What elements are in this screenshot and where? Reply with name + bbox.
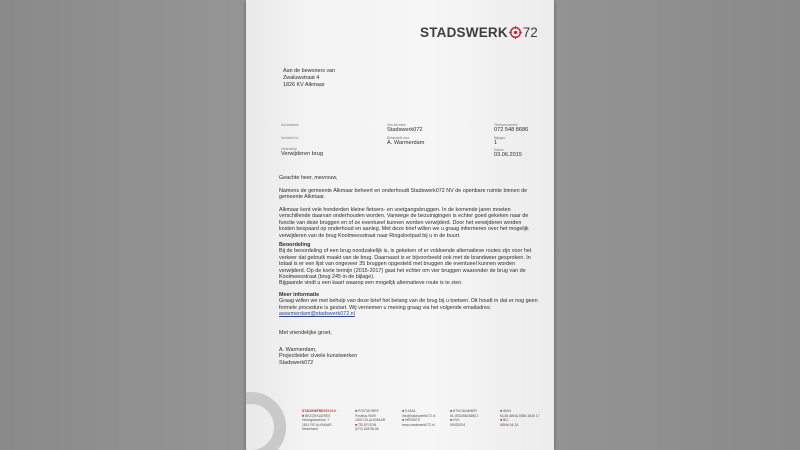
footer-registration: ■ BTW-NUMMER NL 853288158B01 ■ KVK 59025254 <box>450 409 479 427</box>
footer-line: Nederland <box>302 427 318 432</box>
footer-line: 1811 PE ALKMAAR <box>302 422 332 427</box>
uw-brief-label: Uw brief d.d. <box>281 136 299 140</box>
section-beoordeling <box>279 242 531 287</box>
ons-kenmerk-label: Ons kenmerk <box>387 123 406 127</box>
text-line: gemeente Alkmaar. <box>279 194 326 201</box>
text-line: formele procedure is gestart. Wij vernemen u mening graag via het volgende emailadres: <box>279 304 492 311</box>
letter-footer <box>246 396 554 450</box>
greeting: Geachte heer, mevrouw, <box>279 175 338 181</box>
footer-label: KVK <box>453 418 460 423</box>
footer-bank: ■ IBAN NL36 ABNA 0856 3846 17 ■ BIC ABNA NL2A <box>500 409 540 427</box>
footer-line: NL36 ABNA 0856 3846 17 <box>500 413 540 418</box>
footer-company-name: STADSWERK072 N.V. <box>302 409 337 413</box>
tel-value: 072 548 8686 <box>494 127 529 133</box>
text-line: totaal is er een lijst van ongeveer 35 bruggen opgesteld met bruggen die eventueel kunnen worden <box>279 261 516 268</box>
text-line: kosten bespaard op onderhoud en aanleg. Met deze brief willen we u graag informeren over het mogelijk <box>279 226 529 233</box>
section-heading: Beoordeling <box>279 242 311 248</box>
stadswerk-logo <box>420 21 538 43</box>
footer-line: ABNA NL2A <box>500 422 519 427</box>
section-meer-informatie <box>279 292 538 318</box>
text-line: functie van deze bruggen en of ze eventueel kunnen worden verwijderd. Door het verwijderen worden <box>279 219 522 226</box>
text-line: verkeer dat gebruik maakt van de brug. Daarnaast is er bijvoorbeeld ook met de brandweer gesproken. In <box>279 254 531 261</box>
footer-company: STADSWERK072 N.V. ■ BEZOEKADRES Hertoglaan/noor 7 1811 PE ALKMAAR Nederland <box>302 409 337 432</box>
signature <box>279 347 357 366</box>
section-heading: Meer informatie <box>279 292 320 298</box>
logo-number: 72 <box>522 24 538 40</box>
target-icon <box>509 26 522 39</box>
text-line: Stadswerk072 <box>279 359 314 366</box>
text-line: Bij de beoordeling of een brug noodzakelijk is, is gekeken of er voldoende alternatieve routes zijn voor het <box>279 248 532 255</box>
footer-label: POSTADRES <box>358 409 379 413</box>
onderwerp-label: Onderwerp <box>281 147 297 151</box>
footer-label: WEBSITE <box>405 418 421 423</box>
footer-line: info@stadswerk072.nl <box>402 413 436 418</box>
text-line: verwijderen van de brug Koolmeesstraat naar Ringslootpad bij u in de buurt. <box>279 232 461 239</box>
footer-line: Hertoglaan/noor 7 <box>302 418 330 423</box>
footer-line: 1800 GA ALKMAAR <box>355 418 386 423</box>
footer-line: NL 853288158B01 <box>450 413 479 418</box>
address-line: 1826 KV Alkmaar <box>283 82 325 88</box>
footer-line: 59025254 <box>450 422 466 427</box>
bijlagen-value: 1 <box>494 140 498 146</box>
text-line: Graag willen we met behulp van deze brief het belang van de brug bij u toetsen. Dit houdt in dat er nog geen <box>279 298 538 305</box>
behandeld-value: A. Warmerdam <box>387 140 425 146</box>
address-line: Aan de bewoners van <box>283 68 336 74</box>
behandeld-label: Behandeld door <box>387 136 410 140</box>
footer-contact: ■ E-MAIL info@stadswerk072.nl ■ WEBSITE www.stadswerk072.nl <box>402 409 436 427</box>
text-line: Projectleider civiele kunstwerken <box>279 353 358 360</box>
text-line: Koolmeesstraat (brug 245 in de bijlage). <box>279 274 375 281</box>
ons-kenmerk-value: Stadswerk072 <box>387 127 423 133</box>
text-line: Bijgaande vindt u een kaart waarop een mogelijk alternatieve route is te zien. <box>279 280 463 287</box>
footer-line: (072) 548 86 86 <box>355 427 379 432</box>
text-line: verwijderd. Op de korte termijn (2015-2017) gaat het echter om vier bruggen waaronder de brug van de <box>279 267 526 274</box>
email-link[interactable]: awarmerdam@stadswerk072.nl <box>279 311 355 318</box>
footer-label: BIC <box>503 418 509 423</box>
paragraph-intro <box>279 188 527 201</box>
letter-page <box>246 0 554 450</box>
footer-line: Postbus 9009 <box>355 413 376 418</box>
onderwerp-value: Verwijderen brug <box>281 151 323 157</box>
paragraph-bridges <box>279 207 529 239</box>
footer-label: BEZOEKADRES <box>305 413 331 418</box>
bijlagen-label: Bijlagen <box>494 136 506 140</box>
text-line: Namens de gemeente Alkmaar beheert en onderhoudt Stadswerk072 NV de openbare ruimte binnen de <box>279 188 528 194</box>
footer-post: ■ POSTADRES Postbus 9009 1800 GA ALKMAAR ■ TELEFOON (072) 548 86 86 <box>355 409 386 432</box>
text-line: A. Warmerdam, <box>279 347 317 353</box>
datum-label: Datum <box>494 148 504 152</box>
text-line: verschillende daarvan onderhouden worden. Vanwege de bezuinigingen is echter goed gekeken naar de <box>279 213 529 220</box>
footer-line: www.stadswerk072.nl <box>402 422 435 427</box>
footer-label: TELEFOON <box>357 422 377 427</box>
tel-label: Telefoonnummer <box>494 123 518 127</box>
datum-value: 03.06.2015 <box>494 152 522 158</box>
closing: Met vriendelijke groet, <box>279 330 332 336</box>
footer-label: BTW-NUMMER <box>453 409 477 413</box>
footer-label: E-MAIL <box>405 409 417 413</box>
logo-word: STADSWERK <box>420 24 508 40</box>
address-line: Zwaluwstraat 4 <box>283 75 320 81</box>
uw-kenmerk-label: Uw kenmerk <box>281 123 299 127</box>
text-line: Alkmaar kent vele honderden kleine fietsers- en voetgangsbruggen. In de komende jaren moeten <box>279 207 511 213</box>
footer-label: IBAN <box>503 409 511 413</box>
